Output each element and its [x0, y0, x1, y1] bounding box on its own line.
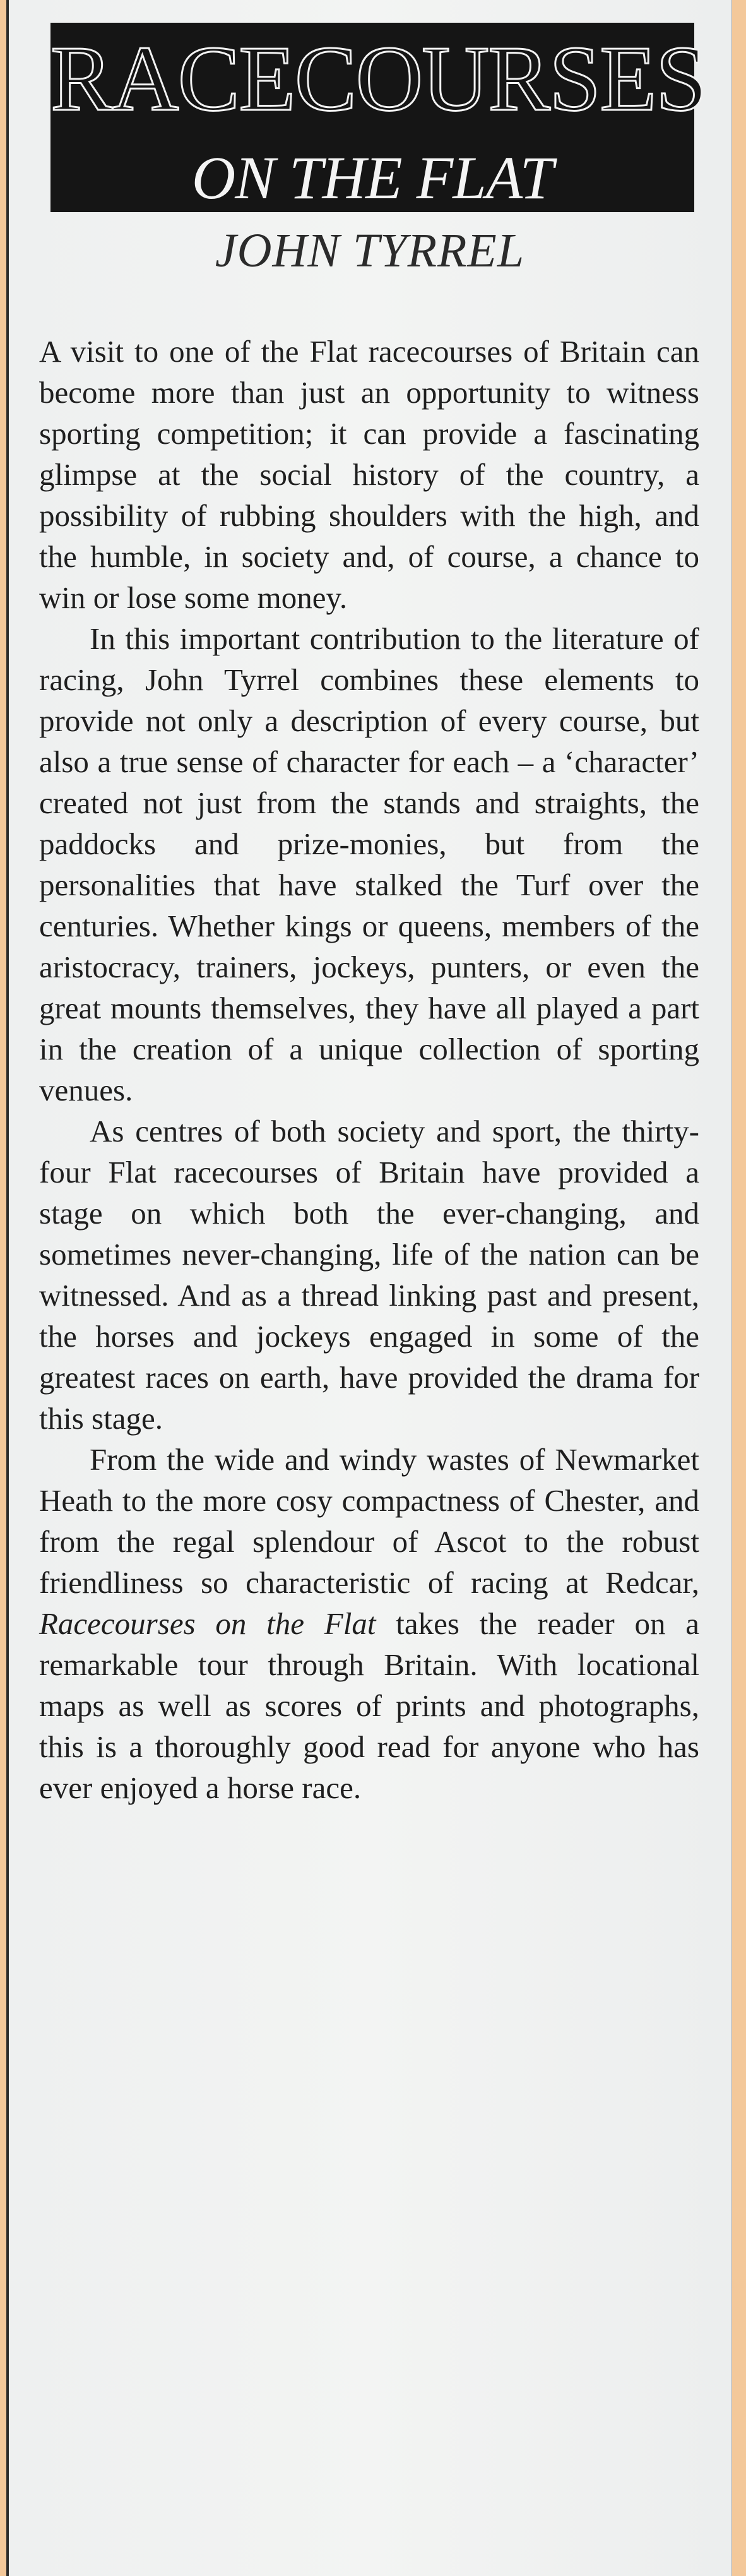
book-title: RACECOURSES	[50, 27, 706, 131]
blurb-paragraph-4-start: From the wide and windy wastes of Newmarket Heath to the more cosy compactness of Chester, and from the regal splendour of Ascot to the robust friendliness so characteristic of racing at Redcar,	[39, 1442, 699, 1600]
blurb-paragraph-1: A visit to one of the Flat racecourses of Britain can become more than just an opportunity to witness sporting competition; it can provide a fascinating glimpse at the social history of the country, a possibility of rubbing shoulders with the high, and the humble, in society and, of course, a chance to win or lose some money.	[39, 334, 699, 615]
blurb-paragraph-3: As centres of both society and sport, the thirty-four Flat racecourses of Britain have provided a stage on which both the ever-changing, and sometimes never-changing, life of the nation can be witnessed. And as a thread linking past and present, the horses and jockeys engaged in some of the greatest races on earth, have provided the drama for this stage.	[39, 1114, 699, 1436]
book-title-italic: Racecourses on the Flat	[39, 1606, 376, 1641]
book-subtitle: ON THE FLAT	[191, 144, 554, 212]
blurb-text	[39, 331, 699, 1808]
blurb-paragraph-2: In this important contribution to the literature of racing, John Tyrrel combines these elements to provide not only a description of every course, but also a true sense of character for each – a ‘character’ created not just from the stands and straights, the paddocks and prize-monies, but from the personalities that have stalked the Turf over the centuries. Whether kings or queens, members of the aristocracy, trainers, jockeys, punters, or even the great mounts themselves, they have all played a part in the creation of a unique collection of sporting venues.	[39, 621, 699, 1107]
author-name: JOHN TYRREL	[215, 224, 525, 277]
blurb-paragraph-4	[39, 1439, 699, 1808]
title-banner	[50, 23, 706, 212]
blurb-paragraph-4-end: takes the reader on a remarkable tour through Britain. With locational maps as well as scores of prints and photographs, this is a thoroughly good read for anyone who has ever enjoyed a horse race.	[39, 1606, 699, 1805]
book-jacket-flap	[6, 0, 732, 2576]
